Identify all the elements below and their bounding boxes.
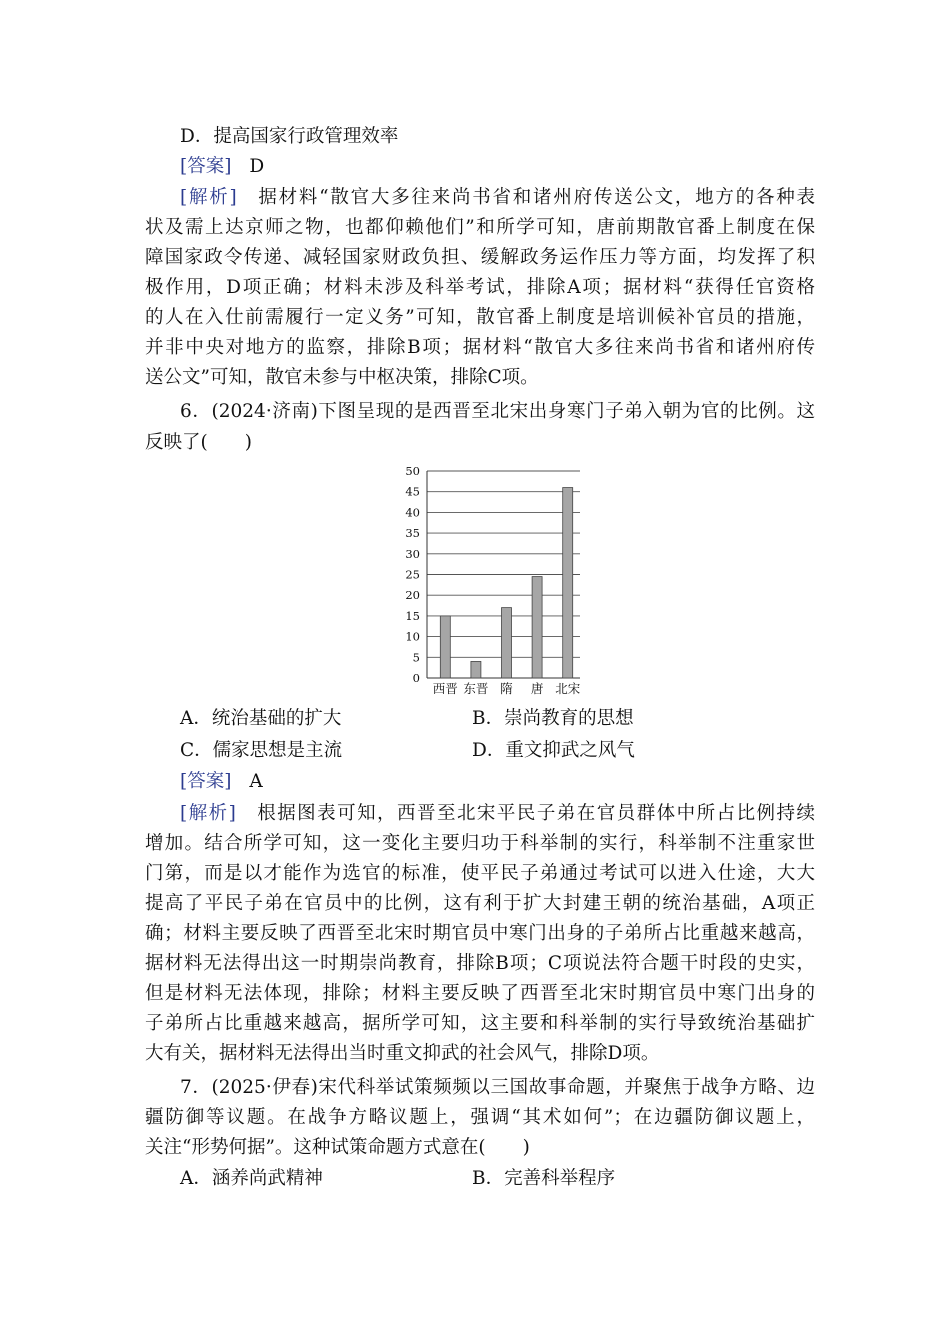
x-tick-label: 东晋 [463, 681, 489, 696]
q5-option-d: D．提高国家行政管理效率 [180, 126, 399, 147]
x-tick-label: 西晋 [432, 681, 458, 696]
answer-value: D [249, 156, 265, 177]
y-tick-label: 45 [405, 484, 420, 499]
analysis-tag: [解析] [180, 187, 237, 208]
bar-唐 [532, 577, 542, 678]
q6-analysis-line: 但是材料无法体现，排除；材料主要反映了西晋至北宋时期官员中寒门出身的 [145, 983, 815, 1004]
q6-analysis-line: 提高了平民子弟在官员中的比例，这有利于扩大封建王朝的统治基础，A项正 [145, 893, 815, 914]
answer-tag: [答案] [180, 771, 232, 792]
q6-analysis-line: 门第，而是以才能作为选官的标准，使平民子弟通过考试可以进入仕途，大大 [145, 863, 815, 884]
y-tick-label: 25 [405, 567, 420, 582]
bar-东晋 [471, 661, 481, 678]
q6-stem-line-1: 6．(2024·济南)下图呈现的是西晋至北宋出身寒门子弟入朝为官的比例。这 [180, 401, 815, 422]
answer-tag: [答案] [180, 156, 232, 177]
q6-analysis-line: 子弟所占比重越来越高，据所学可知，这主要和科举制的实行导致统治基础扩 [145, 1013, 815, 1034]
bar-chart [395, 460, 595, 700]
q5-analysis-line: 送公文”可知，散官未参与中枢决策，排除C项。 [145, 367, 539, 388]
y-tick-label: 50 [405, 464, 420, 478]
y-tick-label: 20 [405, 588, 420, 603]
y-tick-label: 35 [405, 526, 420, 541]
answer-value: A [249, 771, 263, 792]
q6-analysis-line: 据材料无法得出这一时期崇尚教育，排除B项；C项说法符合题干时段的史实， [145, 953, 815, 974]
q7-stem-line-3: 关注“形势何据”。这种试策命题方式意在( ) [145, 1137, 530, 1158]
bar-北宋 [563, 488, 573, 678]
q5-answer [180, 152, 264, 182]
q7-stem-line-1: 7．(2025·伊春)宋代科举试策频频以三国故事命题，并聚焦于战争方略、边 [180, 1077, 815, 1098]
q7-option-a: A．涵养尚武精神 [180, 1168, 323, 1189]
y-tick-label: 5 [412, 650, 420, 665]
q6-stem-line-2: 反映了( ) [145, 432, 252, 453]
q6-option-b: B．崇尚教育的思想 [472, 708, 634, 729]
q7-option-b: B．完善科举程序 [472, 1168, 616, 1189]
q6-analysis-line: 大有关，据材料无法得出当时重文抑武的社会风气，排除D项。 [145, 1043, 660, 1064]
y-tick-label: 30 [405, 546, 420, 561]
y-tick-label: 40 [405, 505, 420, 520]
y-tick-label: 10 [405, 629, 420, 644]
q6-answer [180, 767, 263, 797]
q6-option-a: A．统治基础的扩大 [180, 708, 342, 729]
q6-analysis-line: 增加。结合所学可知，这一变化主要归功于科举制的实行，科举制不注重家世 [145, 833, 815, 854]
bar-西晋 [440, 616, 450, 678]
q5-analysis-line: 状及需上达京师之物，也都仰赖他们”和所学可知，唐前期散官番上制度在保 [145, 217, 815, 238]
q5-analysis-line-1: [解析] 据材料“散官大多往来尚书省和诸州府传送公文，地方的各种表 [180, 187, 815, 208]
q6-analysis-line-1: [解析] 根据图表可知，西晋至北宋平民子弟在官员群体中所占比例持续 [180, 803, 815, 824]
y-tick-label: 15 [405, 608, 420, 623]
y-tick-label: 0 [412, 671, 420, 685]
x-tick-label: 北宋 [555, 681, 581, 696]
x-tick-label: 隋 [500, 681, 513, 696]
q6-analysis-line: 确；材料主要反映了西晋至北宋时期官员中寒门出身的子弟所占比重越来越高， [145, 923, 815, 944]
q6-option-c: C．儒家思想是主流 [180, 740, 343, 761]
bar-隋 [502, 608, 512, 678]
q5-analysis-line: 的人在入仕前需履行一定义务”可知，散官番上制度是培训候补官员的措施， [145, 307, 815, 328]
analysis-tag: [解析] [180, 803, 236, 824]
q5-analysis-line: 并非中央对地方的监察，排除B项；据材料“散官大多往来尚书省和诸州府传 [145, 337, 815, 358]
q7-stem-line-2: 疆防御等议题。在战争方略议题上，强调“其术如何”；在边疆防御议题上， [145, 1107, 815, 1128]
q5-analysis-line: 极作用，D项正确；材料未涉及科举考试，排除A项；据材料“获得任官资格 [145, 277, 815, 298]
q6-option-d: D．重文抑武之风气 [472, 740, 635, 761]
x-tick-label: 唐 [530, 681, 544, 696]
q5-analysis-line: 障国家政令传递、减轻国家财政负担、缓解政务运作压力等方面，均发挥了积 [145, 247, 815, 268]
